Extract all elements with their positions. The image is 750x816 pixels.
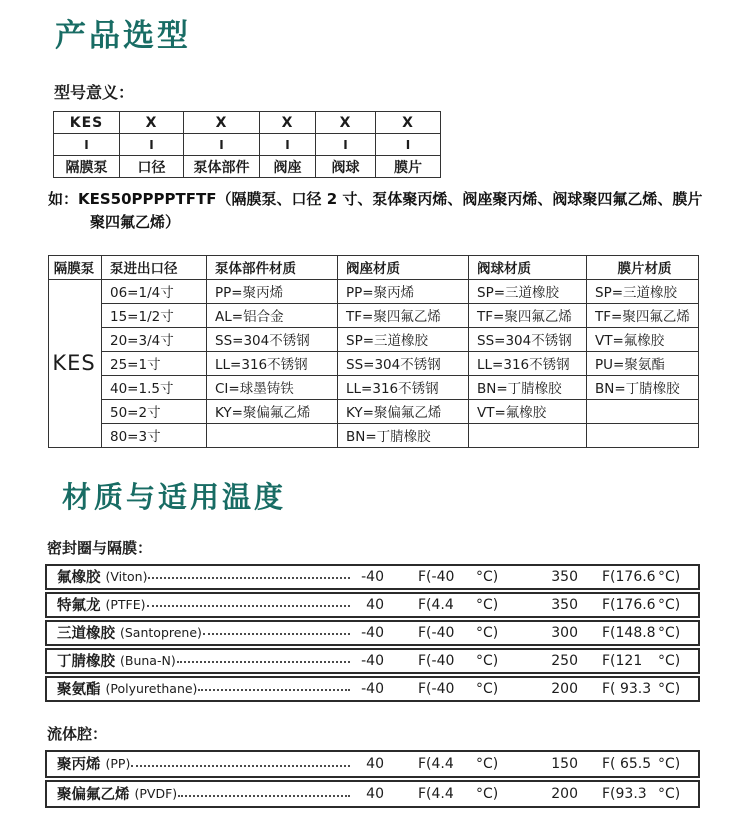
model-cell: 泵体部件 xyxy=(184,156,260,178)
temperature-row xyxy=(45,676,700,702)
selection-cell: 20=3/4寸 xyxy=(102,327,207,351)
selection-cell: PP=聚丙烯 xyxy=(207,279,338,303)
selection-cell: AL=铝合金 xyxy=(207,303,338,327)
model-meaning-table-body xyxy=(54,112,441,178)
selection-data-row xyxy=(49,303,699,327)
temperature-row xyxy=(45,620,700,646)
model-cell: X xyxy=(260,112,316,134)
model-cell: X xyxy=(120,112,184,134)
model-example-text: 如：KES50PPPPTFTF（隔膜泵、口径 2 寸、泵体聚丙烯、阀座聚丙烯、阀球聚四氟乙烯、膜片聚四氟乙烯） xyxy=(48,190,703,232)
selection-header-row xyxy=(49,255,699,279)
model-cell: 隔膜泵 xyxy=(54,156,120,178)
min-temp-f: 40 xyxy=(366,785,384,802)
selection-cell: TF=聚四氟乙烯 xyxy=(587,303,699,327)
model-row-bars xyxy=(54,134,441,156)
max-temp-unit: °C) xyxy=(658,680,681,697)
material-name-en: (PTFE) xyxy=(105,597,146,612)
model-meaning-label: 型号意义： xyxy=(54,83,135,102)
model-row-codes xyxy=(54,112,441,134)
min-temp-unit: °C) xyxy=(476,624,499,641)
selection-cell xyxy=(587,423,699,447)
selection-data-row xyxy=(49,399,699,423)
min-temp-f: -40 xyxy=(361,624,384,641)
dot-leader xyxy=(148,577,350,579)
selection-header-cell: 泵体部件材质 xyxy=(207,255,338,279)
selection-cell: SP=三道橡胶 xyxy=(587,279,699,303)
material-name-cn: 丁腈橡胶 xyxy=(57,654,115,670)
min-temp-c: F(-40 xyxy=(418,652,455,669)
dot-leader xyxy=(147,605,350,607)
model-cell: I xyxy=(316,134,376,156)
selection-data-row xyxy=(49,375,699,399)
max-temp-f: 350 xyxy=(551,596,578,613)
model-cell: I xyxy=(260,134,316,156)
selection-cell xyxy=(207,423,338,447)
model-cell: I xyxy=(120,134,184,156)
temperature-row xyxy=(45,750,700,778)
selection-cell xyxy=(469,423,587,447)
material-name-en: (Santoprene) xyxy=(120,625,202,640)
dot-leader xyxy=(177,661,350,663)
selection-cell: KY=聚偏氟乙烯 xyxy=(338,399,469,423)
selection-cell: VT=氟橡胶 xyxy=(469,399,587,423)
min-temp-f: 40 xyxy=(366,755,384,772)
max-temp-f: 350 xyxy=(551,568,578,585)
selection-data-row xyxy=(49,423,699,447)
max-temp-f: 200 xyxy=(551,680,578,697)
selection-header-cell: 膜片材质 xyxy=(587,255,699,279)
catalog-page xyxy=(0,10,750,816)
model-cell: I xyxy=(54,134,120,156)
selection-cell: SP=三道橡胶 xyxy=(469,279,587,303)
temperature-row xyxy=(45,592,700,618)
selection-cell: KY=聚偏氟乙烯 xyxy=(207,399,338,423)
seal-diaphragm-label: 密封圈与隔膜： xyxy=(47,538,153,557)
temperature-row xyxy=(45,780,700,808)
model-cell: X xyxy=(316,112,376,134)
model-cell: 膜片 xyxy=(376,156,441,178)
max-temp-f: 250 xyxy=(551,652,578,669)
min-temp-unit: °C) xyxy=(476,680,499,697)
min-temp-c: F(4.4 xyxy=(418,596,454,613)
max-temp-unit: °C) xyxy=(658,652,681,669)
selection-cell: 50=2寸 xyxy=(102,399,207,423)
max-temp-unit: °C) xyxy=(658,785,681,802)
model-cell: 阀球 xyxy=(316,156,376,178)
max-temp-f: 150 xyxy=(551,755,578,772)
seal-temperature-table xyxy=(45,564,700,702)
max-temp-c: F( 65.5 xyxy=(602,755,652,772)
max-temp-f: 300 xyxy=(551,624,578,641)
product-selection-table xyxy=(48,255,699,448)
material-name-cn: 聚丙烯 xyxy=(57,757,101,773)
page-title: 产品选型 xyxy=(55,18,191,54)
selection-cell: LL=316不锈钢 xyxy=(207,351,338,375)
temperature-row xyxy=(45,648,700,674)
selection-cell: 40=1.5寸 xyxy=(102,375,207,399)
material-name-en: (PVDF) xyxy=(134,786,178,801)
fluid-chamber-label: 流体腔： xyxy=(47,724,108,743)
min-temp-f: -40 xyxy=(361,652,384,669)
selection-cell: SS=304不锈钢 xyxy=(207,327,338,351)
material-name-en: (Buna-N) xyxy=(120,653,176,668)
selection-cell: TF=聚四氟乙烯 xyxy=(469,303,587,327)
selection-cell: SS=304不锈钢 xyxy=(338,351,469,375)
model-meaning-table xyxy=(53,111,441,178)
selection-cell: 80=3寸 xyxy=(102,423,207,447)
min-temp-f: -40 xyxy=(361,680,384,697)
model-cell: I xyxy=(376,134,441,156)
selection-data-row xyxy=(49,279,699,303)
max-temp-c: F(176.6 xyxy=(602,568,656,585)
min-temp-unit: °C) xyxy=(476,568,499,585)
selection-header-cell: 泵进出口径 xyxy=(102,255,207,279)
selection-cell: BN=丁腈橡胶 xyxy=(469,375,587,399)
dot-leader xyxy=(178,795,350,797)
selection-header-cell: 阀座材质 xyxy=(338,255,469,279)
max-temp-c: F(93.3 xyxy=(602,785,647,802)
selection-cell: SP=三道橡胶 xyxy=(338,327,469,351)
selection-header-cell: 阀球材质 xyxy=(469,255,587,279)
model-cell: X xyxy=(376,112,441,134)
selection-cell: CI=球墨铸铁 xyxy=(207,375,338,399)
selection-cell: 25=1寸 xyxy=(102,351,207,375)
max-temp-c: F( 93.3 xyxy=(602,680,652,697)
min-temp-unit: °C) xyxy=(476,785,499,802)
temperature-row xyxy=(45,564,700,590)
max-temp-unit: °C) xyxy=(658,596,681,613)
max-temp-unit: °C) xyxy=(658,624,681,641)
selection-header-cell: 隔膜泵 xyxy=(49,255,102,279)
material-temperature-title: 材质与适用温度 xyxy=(62,479,287,514)
selection-cell: BN=丁腈橡胶 xyxy=(338,423,469,447)
model-cell: X xyxy=(184,112,260,134)
material-name-en: (PP) xyxy=(105,756,131,771)
max-temp-c: F(148.8 xyxy=(602,624,656,641)
min-temp-c: F(-40 xyxy=(418,624,455,641)
model-cell: KES xyxy=(54,112,120,134)
selection-cell: LL=316不锈钢 xyxy=(469,351,587,375)
selection-cell xyxy=(587,399,699,423)
max-temp-unit: °C) xyxy=(658,755,681,772)
dot-leader xyxy=(203,633,350,635)
selection-data-row xyxy=(49,351,699,375)
min-temp-c: F(4.4 xyxy=(418,785,454,802)
max-temp-f: 200 xyxy=(551,785,578,802)
min-temp-unit: °C) xyxy=(476,652,499,669)
dot-leader xyxy=(198,689,350,691)
max-temp-c: F(176.6 xyxy=(602,596,656,613)
min-temp-f: 40 xyxy=(366,596,384,613)
min-temp-c: F(-40 xyxy=(418,568,455,585)
selection-cell: VT=氟橡胶 xyxy=(587,327,699,351)
model-cell: 阀座 xyxy=(260,156,316,178)
material-name-cn: 聚氨酯 xyxy=(57,682,101,698)
material-name-cn: 氟橡胶 xyxy=(57,570,101,586)
model-cell: 口径 xyxy=(120,156,184,178)
model-row-meanings xyxy=(54,156,441,178)
material-name-en: (Viton) xyxy=(105,569,148,584)
material-name-cn: 三道橡胶 xyxy=(57,626,115,642)
fluid-temperature-table xyxy=(45,750,700,808)
selection-cell: BN=丁腈橡胶 xyxy=(587,375,699,399)
selection-cell: TF=聚四氟乙烯 xyxy=(338,303,469,327)
min-temp-unit: °C) xyxy=(476,755,499,772)
product-selection-table-body xyxy=(49,255,699,447)
selection-cell: PU=聚氨酯 xyxy=(587,351,699,375)
min-temp-f: -40 xyxy=(361,568,384,585)
material-name-cn: 特氟龙 xyxy=(57,598,101,614)
selection-data-row xyxy=(49,327,699,351)
series-code-cell: KES xyxy=(49,279,102,447)
selection-cell: SS=304不锈钢 xyxy=(469,327,587,351)
material-name-en: (Polyurethane) xyxy=(105,681,198,696)
min-temp-c: F(-40 xyxy=(418,680,455,697)
model-cell: I xyxy=(184,134,260,156)
max-temp-unit: °C) xyxy=(658,568,681,585)
dot-leader xyxy=(131,765,350,767)
selection-cell: 06=1/4寸 xyxy=(102,279,207,303)
selection-cell: LL=316不锈钢 xyxy=(338,375,469,399)
min-temp-c: F(4.4 xyxy=(418,755,454,772)
selection-cell: 15=1/2寸 xyxy=(102,303,207,327)
max-temp-c: F(121 xyxy=(602,652,643,669)
material-name-cn: 聚偏氟乙烯 xyxy=(57,787,130,803)
min-temp-unit: °C) xyxy=(476,596,499,613)
selection-cell: PP=聚丙烯 xyxy=(338,279,469,303)
